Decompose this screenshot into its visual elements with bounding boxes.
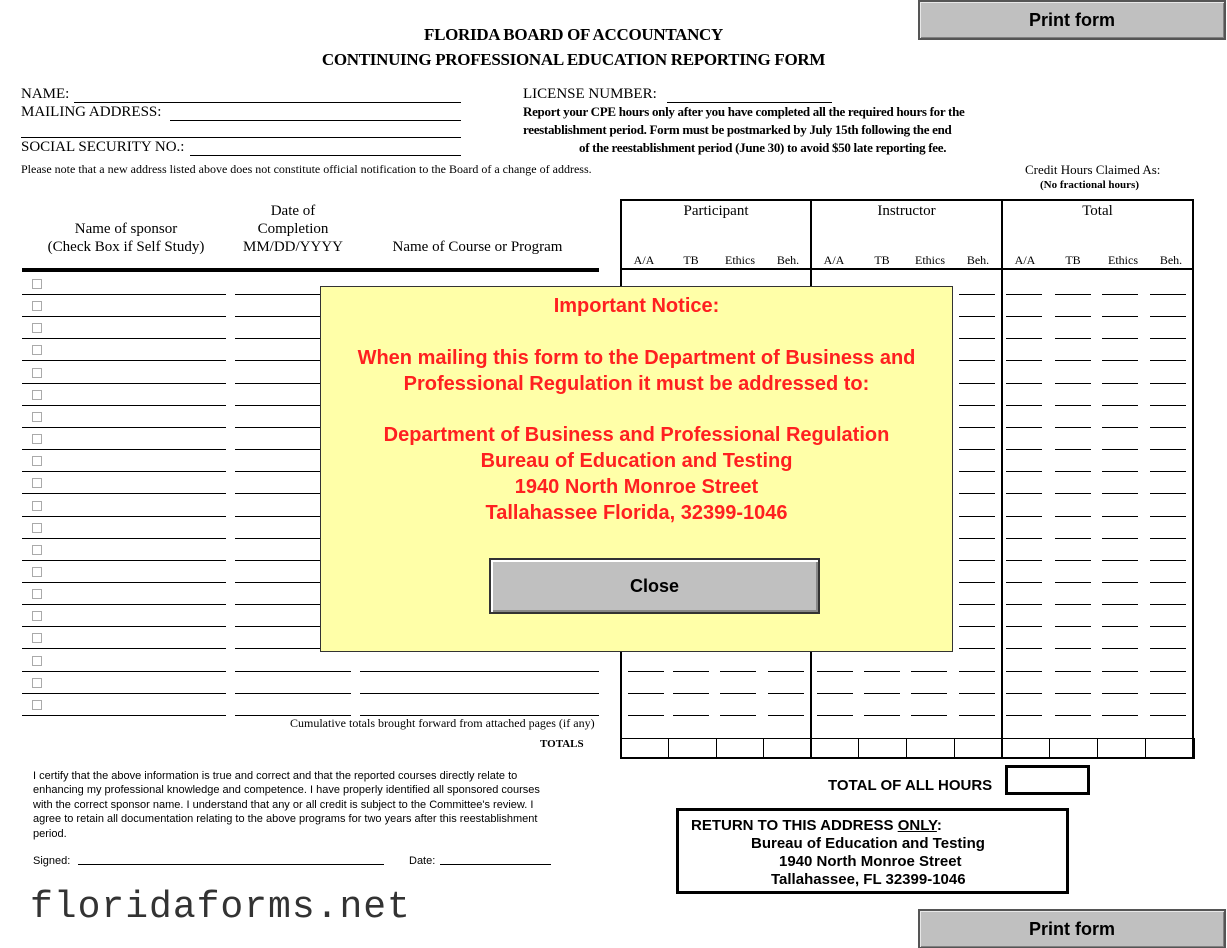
hours-cell[interactable] — [1150, 560, 1186, 561]
name-field[interactable] — [74, 102, 461, 103]
hours-cell[interactable] — [1006, 604, 1042, 605]
hours-cell[interactable] — [1150, 671, 1186, 672]
date-header: Date of Completion MM/DD/YYYY — [242, 203, 343, 255]
sponsor-field[interactable] — [22, 538, 226, 539]
hours-cell[interactable] — [1102, 538, 1138, 539]
hours-cell[interactable] — [628, 693, 664, 694]
self-study-checkbox[interactable] — [32, 589, 42, 599]
modal-line1: When mailing this form to the Department of Business and — [357, 347, 916, 369]
hours-cell[interactable] — [1055, 626, 1091, 627]
hours-cell[interactable] — [1006, 360, 1042, 361]
hours-cell[interactable] — [1150, 427, 1186, 428]
completion-date-field[interactable] — [235, 671, 351, 672]
hours-cell[interactable] — [1150, 582, 1186, 583]
watermark-text: floridaforms.net — [30, 886, 411, 929]
hours-cell[interactable] — [1150, 449, 1186, 450]
hours-cell[interactable] — [1102, 560, 1138, 561]
hours-cell[interactable] — [1150, 471, 1186, 472]
self-study-checkbox[interactable] — [32, 633, 42, 643]
hours-cell[interactable] — [628, 671, 664, 672]
form-title-line2: CONTINUING PROFESSIONAL EDUCATION REPORTING FORM — [321, 50, 826, 69]
hours-cell[interactable] — [911, 715, 947, 716]
hours-cell[interactable] — [1102, 405, 1138, 406]
hours-cell[interactable] — [959, 383, 995, 384]
hours-cell[interactable] — [1006, 294, 1042, 295]
hours-cell[interactable] — [1102, 427, 1138, 428]
hours-cell[interactable] — [768, 671, 804, 672]
totals-cell[interactable] — [1001, 738, 1050, 759]
hours-cell[interactable] — [1102, 582, 1138, 583]
self-study-checkbox[interactable] — [32, 456, 42, 466]
hours-cell[interactable] — [673, 715, 709, 716]
no-fractional-label: (No fractional hours) — [1040, 179, 1139, 191]
hours-cell[interactable] — [1055, 338, 1091, 339]
hours-cell[interactable] — [1006, 493, 1042, 494]
self-study-checkbox[interactable] — [32, 279, 42, 289]
return-address-line2: 1940 North Monroe Street — [779, 853, 962, 870]
hours-cell[interactable] — [720, 715, 756, 716]
hours-cell[interactable] — [959, 338, 995, 339]
hours-cell[interactable] — [959, 405, 995, 406]
address-note: Please note that a new address listed above does not constitute official notification to the Board of a change of address. — [21, 162, 592, 176]
sub-aa-instructor: A/A — [823, 253, 845, 267]
hours-cell[interactable] — [1055, 516, 1091, 517]
totals-cell[interactable] — [858, 738, 907, 759]
return-address-line1: Bureau of Education and Testing — [751, 835, 985, 852]
report-notice-line1: Report your CPE hours only after you have completed all the required hours for the — [523, 104, 965, 119]
hours-cell[interactable] — [1150, 405, 1186, 406]
completion-date-field[interactable] — [235, 693, 351, 694]
ssn-field[interactable] — [190, 155, 461, 156]
hours-cell[interactable] — [1055, 604, 1091, 605]
group-total: Total — [1082, 203, 1113, 219]
total-all-hours-label: TOTAL OF ALL HOURS — [828, 777, 993, 794]
mailing-address-field[interactable] — [170, 120, 461, 121]
license-number-field[interactable] — [667, 102, 832, 103]
self-study-checkbox[interactable] — [32, 434, 42, 444]
self-study-checkbox[interactable] — [32, 412, 42, 422]
hours-cell[interactable] — [628, 715, 664, 716]
self-study-checkbox[interactable] — [32, 478, 42, 488]
sponsor-field[interactable] — [22, 405, 226, 406]
hours-cell[interactable] — [1006, 316, 1042, 317]
totals-cell[interactable] — [954, 738, 1002, 759]
hours-cell[interactable] — [959, 648, 995, 649]
hours-cell[interactable] — [959, 316, 995, 317]
hours-cell[interactable] — [959, 693, 995, 694]
sponsor-field[interactable] — [22, 604, 226, 605]
sponsor-field[interactable] — [22, 383, 226, 384]
hours-cell[interactable] — [1006, 582, 1042, 583]
sponsor-field[interactable] — [22, 516, 226, 517]
hours-cell[interactable] — [1055, 360, 1091, 361]
hours-cell[interactable] — [1150, 715, 1186, 716]
hours-cell[interactable] — [1150, 360, 1186, 361]
hours-cell[interactable] — [768, 715, 804, 716]
hours-cell[interactable] — [1055, 560, 1091, 561]
sub-ethics-total: Ethics — [1108, 253, 1138, 267]
hours-cell[interactable] — [1006, 648, 1042, 649]
grid-header-rule — [620, 268, 1194, 270]
hours-cell[interactable] — [1006, 449, 1042, 450]
hours-cell[interactable] — [959, 626, 995, 627]
totals-cell[interactable] — [906, 738, 955, 759]
hours-cell[interactable] — [1102, 715, 1138, 716]
sponsor-field[interactable] — [22, 648, 226, 649]
hours-cell[interactable] — [1006, 427, 1042, 428]
hours-cell[interactable] — [817, 715, 853, 716]
hours-cell[interactable] — [1055, 538, 1091, 539]
hours-cell[interactable] — [1055, 383, 1091, 384]
grid-divider-2 — [1001, 199, 1003, 759]
hours-cell[interactable] — [1150, 294, 1186, 295]
hours-cell[interactable] — [1102, 360, 1138, 361]
hours-cell[interactable] — [720, 671, 756, 672]
course-header: Name of Course or Program — [392, 239, 563, 255]
sponsor-field[interactable] — [22, 560, 226, 561]
self-study-checkbox[interactable] — [32, 678, 42, 688]
hours-cell[interactable] — [959, 294, 995, 295]
hours-cell[interactable] — [1102, 604, 1138, 605]
hours-cell[interactable] — [1150, 493, 1186, 494]
ssn-label: SOCIAL SECURITY NO.: — [21, 139, 185, 155]
certification-text: I certify that the above information is true and correct and that the reported courses directly relate to enhancing my professional knowledge and competence. I have properly identified all sponsored courses with the correct sponsor name. I understand that any or all credit is subject to the Committee's review. I agree to retain all documentation relating to the above programs for two years after this reestablishment period. — [33, 770, 540, 840]
totals-label: TOTALS — [540, 738, 584, 750]
totals-cell[interactable] — [1097, 738, 1146, 759]
hours-cell[interactable] — [1055, 405, 1091, 406]
hours-cell[interactable] — [1055, 693, 1091, 694]
hours-cell[interactable] — [817, 693, 853, 694]
modal-addr2: Bureau of Education and Testing — [480, 450, 793, 472]
header-divider — [22, 268, 599, 272]
credit-hours-label: Credit Hours Claimed As: — [1025, 162, 1161, 177]
hours-cell[interactable] — [1006, 471, 1042, 472]
hours-cell[interactable] — [1006, 338, 1042, 339]
group-instructor: Instructor — [877, 203, 936, 219]
hours-cell[interactable] — [1055, 294, 1091, 295]
print-form-button-top[interactable]: Print form — [918, 0, 1226, 40]
report-notice-line2: reestablishment period. Form must be postmarked by July 15th following the end — [523, 122, 952, 137]
hours-cell[interactable] — [959, 516, 995, 517]
hours-cell[interactable] — [864, 693, 900, 694]
sponsor-field[interactable] — [22, 671, 226, 672]
hours-cell[interactable] — [1006, 516, 1042, 517]
hours-cell[interactable] — [1006, 383, 1042, 384]
hours-cell[interactable] — [1055, 715, 1091, 716]
sub-aa-total: A/A — [1014, 253, 1036, 267]
hours-cell[interactable] — [864, 715, 900, 716]
signed-label: Signed: — [33, 855, 71, 867]
form-title-line1: FLORIDA BOARD OF ACCOUNTANCY — [423, 25, 724, 44]
hours-cell[interactable] — [1055, 671, 1091, 672]
hours-cell[interactable] — [1006, 626, 1042, 627]
hours-cell[interactable] — [1055, 449, 1091, 450]
cumulative-label: Cumulative totals brought forward from attached pages (if any) — [290, 716, 595, 730]
self-study-checkbox[interactable] — [32, 368, 42, 378]
course-name-field[interactable] — [360, 671, 599, 672]
hours-cell[interactable] — [959, 538, 995, 539]
hours-cell[interactable] — [1006, 538, 1042, 539]
date-label: Date: — [409, 855, 436, 867]
hours-cell[interactable] — [959, 715, 995, 716]
return-address-heading: RETURN TO THIS ADDRESS ONLY: — [691, 817, 942, 834]
sponsor-field[interactable] — [22, 316, 226, 317]
hours-cell[interactable] — [1150, 693, 1186, 694]
self-study-checkbox[interactable] — [32, 656, 42, 666]
hours-cell[interactable] — [959, 449, 995, 450]
sub-beh-instructor: Beh. — [966, 253, 990, 267]
sponsor-field[interactable] — [22, 693, 226, 694]
totals-cell[interactable] — [1049, 738, 1098, 759]
totals-cell[interactable] — [716, 738, 764, 759]
hours-cell[interactable] — [1006, 715, 1042, 716]
course-name-field[interactable] — [360, 693, 599, 694]
hours-cell[interactable] — [1150, 383, 1186, 384]
modal-line2: Professional Regulation it must be addressed to: — [403, 373, 870, 395]
hours-cell[interactable] — [1102, 338, 1138, 339]
sponsor-field[interactable] — [22, 427, 226, 428]
sub-ethics-instructor: Ethics — [915, 253, 945, 267]
hours-cell[interactable] — [1102, 626, 1138, 627]
self-study-checkbox[interactable] — [32, 611, 42, 621]
self-study-checkbox[interactable] — [32, 700, 42, 710]
hours-cell[interactable] — [1102, 671, 1138, 672]
hours-cell[interactable] — [1055, 648, 1091, 649]
hours-cell[interactable] — [959, 604, 995, 605]
self-study-checkbox[interactable] — [32, 390, 42, 400]
self-study-checkbox[interactable] — [32, 523, 42, 533]
hours-cell[interactable] — [1102, 516, 1138, 517]
hours-cell[interactable] — [1006, 560, 1042, 561]
hours-cell[interactable] — [673, 693, 709, 694]
modal-addr1: Department of Business and Professional Regulation — [383, 424, 890, 446]
hours-cell[interactable] — [1150, 316, 1186, 317]
hours-cell[interactable] — [1055, 582, 1091, 583]
important-notice-modal — [320, 286, 953, 652]
hours-cell[interactable] — [1006, 671, 1042, 672]
self-study-checkbox[interactable] — [32, 301, 42, 311]
hours-cell[interactable] — [959, 427, 995, 428]
sub-tb-participant: TB — [683, 253, 699, 267]
totals-cell[interactable] — [620, 738, 669, 759]
sub-tb-instructor: TB — [874, 253, 890, 267]
hours-cell[interactable] — [768, 693, 804, 694]
totals-cell[interactable] — [810, 738, 859, 759]
hours-cell[interactable] — [1055, 427, 1091, 428]
sponsor-field[interactable] — [22, 471, 226, 472]
sponsor-field[interactable] — [22, 715, 226, 716]
hours-cell[interactable] — [1102, 449, 1138, 450]
hours-cell[interactable] — [1102, 383, 1138, 384]
mailing-address-field-line2[interactable] — [21, 137, 461, 138]
hours-cell[interactable] — [959, 671, 995, 672]
hours-cell[interactable] — [1150, 538, 1186, 539]
close-button[interactable]: Close — [489, 558, 820, 614]
totals-cell[interactable] — [1145, 738, 1195, 759]
sponsor-field[interactable] — [22, 626, 226, 627]
sub-beh-participant: Beh. — [776, 253, 800, 267]
self-study-checkbox[interactable] — [32, 323, 42, 333]
sponsor-field[interactable] — [22, 360, 226, 361]
hours-cell[interactable] — [959, 360, 995, 361]
hours-cell[interactable] — [1102, 693, 1138, 694]
self-study-checkbox[interactable] — [32, 567, 42, 577]
hours-cell[interactable] — [1150, 516, 1186, 517]
hours-cell[interactable] — [959, 560, 995, 561]
self-study-checkbox[interactable] — [32, 345, 42, 355]
sponsor-field[interactable] — [22, 294, 226, 295]
hours-cell[interactable] — [1102, 648, 1138, 649]
group-participant: Participant — [683, 203, 749, 219]
hours-cell[interactable] — [1150, 604, 1186, 605]
sub-tb-total: TB — [1065, 253, 1081, 267]
sub-beh-total: Beh. — [1159, 253, 1183, 267]
hours-cell[interactable] — [911, 671, 947, 672]
report-notice-line3: of the reestablishment period (June 30) to avoid $50 late reporting fee. — [579, 140, 947, 155]
self-study-checkbox[interactable] — [32, 545, 42, 555]
return-address-line3: Tallahassee, FL 32399-1046 — [771, 871, 966, 888]
hours-cell[interactable] — [1102, 493, 1138, 494]
sponsor-header: Name of sponsor (Check Box if Self Study) — [47, 221, 205, 255]
modal-addr4: Tallahassee Florida, 32399-1046 — [485, 502, 788, 524]
hours-cell[interactable] — [1006, 693, 1042, 694]
license-number-label: LICENSE NUMBER: — [523, 86, 657, 102]
date-field[interactable] — [440, 864, 551, 865]
hours-cell[interactable] — [1150, 626, 1186, 627]
hours-cell[interactable] — [1055, 493, 1091, 494]
sponsor-field[interactable] — [22, 338, 226, 339]
hours-cell[interactable] — [1150, 648, 1186, 649]
hours-cell[interactable] — [864, 671, 900, 672]
hours-cell[interactable] — [1102, 316, 1138, 317]
hours-cell[interactable] — [817, 671, 853, 672]
sponsor-field[interactable] — [22, 449, 226, 450]
modal-title: Important Notice: — [553, 295, 720, 317]
hours-cell[interactable] — [673, 671, 709, 672]
hours-cell[interactable] — [959, 493, 995, 494]
totals-cell[interactable] — [668, 738, 717, 759]
signature-field[interactable] — [78, 864, 384, 865]
mailing-address-label: MAILING ADDRESS: — [21, 104, 162, 120]
hours-cell[interactable] — [1055, 316, 1091, 317]
hours-cell[interactable] — [720, 693, 756, 694]
self-study-checkbox[interactable] — [32, 501, 42, 511]
total-all-hours-field[interactable] — [1005, 765, 1090, 795]
modal-addr3: 1940 North Monroe Street — [514, 476, 759, 498]
sponsor-field[interactable] — [22, 493, 226, 494]
hours-cell[interactable] — [1150, 338, 1186, 339]
sub-ethics-participant: Ethics — [725, 253, 755, 267]
totals-cell[interactable] — [763, 738, 811, 759]
sub-aa-participant: A/A — [633, 253, 655, 267]
name-label: NAME: — [21, 86, 70, 102]
hours-cell[interactable] — [1055, 471, 1091, 472]
hours-cell[interactable] — [959, 582, 995, 583]
hours-cell[interactable] — [959, 471, 995, 472]
hours-cell[interactable] — [1102, 294, 1138, 295]
hours-cell[interactable] — [1102, 471, 1138, 472]
print-form-button-bottom[interactable]: Print form — [918, 909, 1226, 948]
hours-cell[interactable] — [1006, 405, 1042, 406]
sponsor-field[interactable] — [22, 582, 226, 583]
hours-cell[interactable] — [911, 693, 947, 694]
return-address-box — [676, 808, 1069, 894]
